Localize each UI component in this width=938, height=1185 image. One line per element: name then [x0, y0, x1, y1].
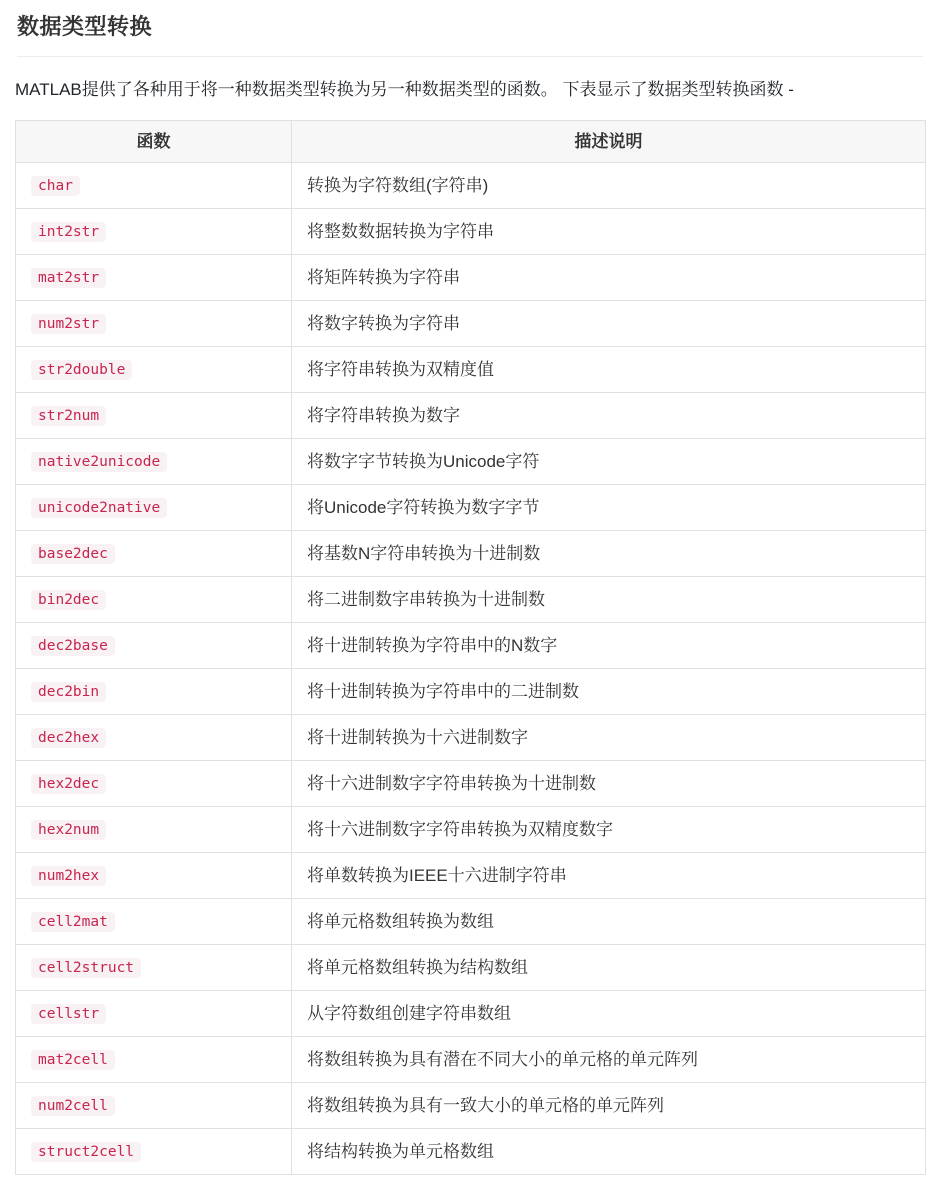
function-code: dec2hex: [31, 728, 106, 748]
description-cell: 将十六进制数字字符串转换为十进制数: [292, 761, 926, 807]
function-cell: [16, 1129, 292, 1175]
description-cell: 将Unicode字符转换为数字字节: [292, 485, 926, 531]
function-cell: [16, 1037, 292, 1083]
function-code: dec2bin: [31, 682, 106, 702]
function-cell: [16, 301, 292, 347]
function-cell: [16, 439, 292, 485]
description-cell: 将矩阵转换为字符串: [292, 255, 926, 301]
description-cell: 将数组转换为具有一致大小的单元格的单元阵列: [292, 1083, 926, 1129]
function-cell: [16, 209, 292, 255]
function-code: num2str: [31, 314, 106, 334]
description-cell: 将十进制转换为字符串中的二进制数: [292, 669, 926, 715]
function-cell: [16, 715, 292, 761]
description-cell: 将十六进制数字字符串转换为双精度数字: [292, 807, 926, 853]
table-row: [16, 807, 926, 853]
function-code: cell2struct: [31, 958, 141, 978]
description-cell: 将单数转换为IEEE十六进制字符串: [292, 853, 926, 899]
table-header-row: [16, 121, 926, 163]
description-cell: 将单元格数组转换为结构数组: [292, 945, 926, 991]
description-cell: 将字符串转换为数字: [292, 393, 926, 439]
function-code: dec2base: [31, 636, 115, 656]
table-row: [16, 531, 926, 577]
function-code: int2str: [31, 222, 106, 242]
function-cell: [16, 393, 292, 439]
function-code: str2double: [31, 360, 132, 380]
description-cell: 将结构转换为单元格数组: [292, 1129, 926, 1175]
description-cell: 转换为字符数组(字符串): [292, 163, 926, 209]
description-cell: 将数字转换为字符串: [292, 301, 926, 347]
function-cell: [16, 577, 292, 623]
table-header: [16, 121, 926, 163]
table-row: [16, 623, 926, 669]
function-cell: [16, 485, 292, 531]
column-header-description: 描述说明: [292, 121, 926, 163]
function-code: mat2cell: [31, 1050, 115, 1070]
description-cell: 将十进制转换为字符串中的N数字: [292, 623, 926, 669]
table-row: [16, 439, 926, 485]
function-cell: [16, 347, 292, 393]
function-cell: [16, 853, 292, 899]
description-cell: 将数字字节转换为Unicode字符: [292, 439, 926, 485]
function-code: cellstr: [31, 1004, 106, 1024]
description-cell: 将单元格数组转换为数组: [292, 899, 926, 945]
page-title: 数据类型转换: [17, 10, 923, 57]
table-row: [16, 163, 926, 209]
function-cell: [16, 761, 292, 807]
function-code: hex2num: [31, 820, 106, 840]
function-code: bin2dec: [31, 590, 106, 610]
function-cell: [16, 807, 292, 853]
function-code: hex2dec: [31, 774, 106, 794]
table-row: [16, 209, 926, 255]
function-code: char: [31, 176, 80, 196]
description-cell: 将整数数据转换为字符串: [292, 209, 926, 255]
function-cell: [16, 899, 292, 945]
function-code: num2hex: [31, 866, 106, 886]
table-row: [16, 1129, 926, 1175]
intro-paragraph: MATLAB提供了各种用于将一种数据类型转换为另一种数据类型的函数。 下表显示了数据类型转换函数 -: [15, 80, 794, 99]
table-row: [16, 1037, 926, 1083]
table-row: [16, 485, 926, 531]
function-table: [15, 120, 926, 1175]
function-code: mat2str: [31, 268, 106, 288]
function-cell: [16, 991, 292, 1037]
table-row: [16, 899, 926, 945]
description-cell: 将数组转换为具有潜在不同大小的单元格的单元阵列: [292, 1037, 926, 1083]
function-code: unicode2native: [31, 498, 167, 518]
function-code: base2dec: [31, 544, 115, 564]
function-code: native2unicode: [31, 452, 167, 472]
function-code: num2cell: [31, 1096, 115, 1116]
description-cell: 将基数N字符串转换为十进制数: [292, 531, 926, 577]
description-cell: 将字符串转换为双精度值: [292, 347, 926, 393]
table-row: [16, 393, 926, 439]
table-row: [16, 715, 926, 761]
function-cell: [16, 1083, 292, 1129]
table-row: [16, 1083, 926, 1129]
table-row: [16, 669, 926, 715]
table-row: [16, 577, 926, 623]
function-cell: [16, 255, 292, 301]
function-cell: [16, 623, 292, 669]
description-cell: 将十进制转换为十六进制数字: [292, 715, 926, 761]
function-code: cell2mat: [31, 912, 115, 932]
description-cell: 从字符数组创建字符串数组: [292, 991, 926, 1037]
column-header-function: 函数: [16, 121, 292, 163]
table-row: [16, 761, 926, 807]
function-cell: [16, 669, 292, 715]
function-code: struct2cell: [31, 1142, 141, 1162]
function-code: str2num: [31, 406, 106, 426]
table-row: [16, 853, 926, 899]
table-row: [16, 991, 926, 1037]
table-row: [16, 301, 926, 347]
description-cell: 将二进制数字串转换为十进制数: [292, 577, 926, 623]
table-row: [16, 945, 926, 991]
table-body: [16, 163, 926, 1175]
function-cell: [16, 163, 292, 209]
function-cell: [16, 945, 292, 991]
table-row: [16, 347, 926, 393]
table-row: [16, 255, 926, 301]
function-cell: [16, 531, 292, 577]
